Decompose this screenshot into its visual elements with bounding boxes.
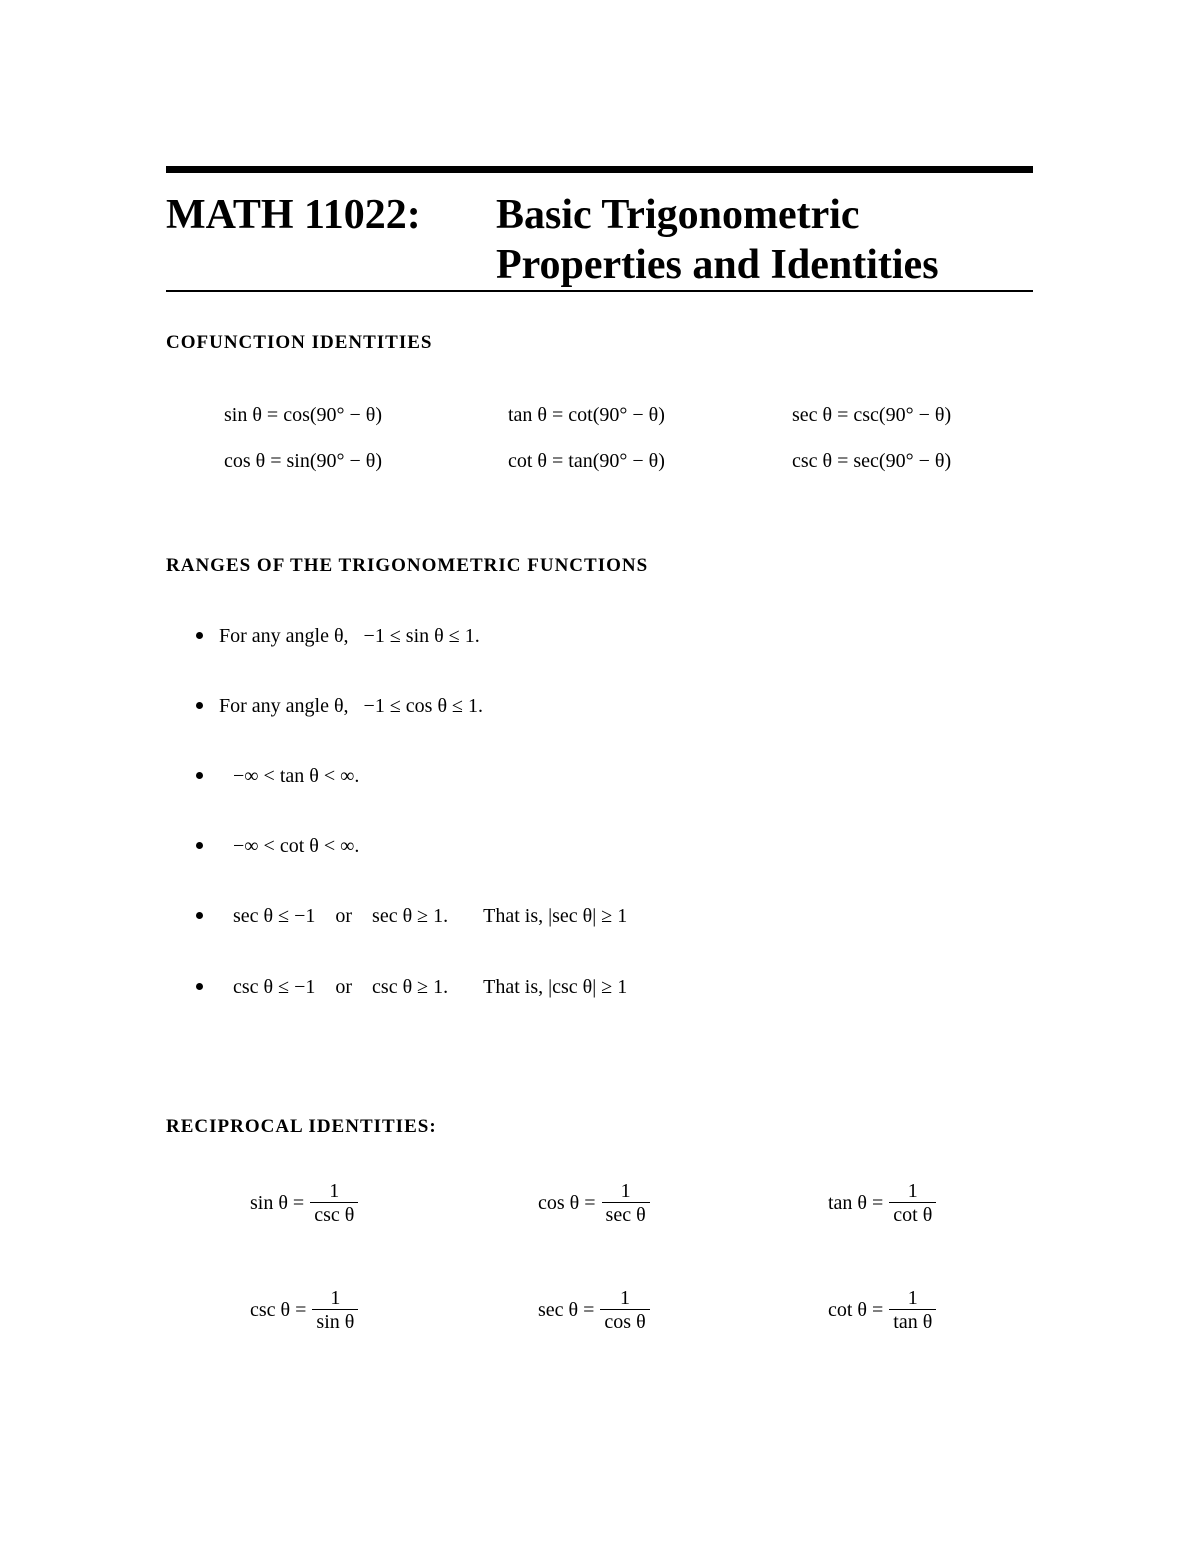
title-top-rule: [166, 166, 1033, 173]
title-bottom-rule: [166, 290, 1033, 292]
numerator: 1: [907, 1287, 918, 1309]
reciprocal-identity: [828, 1180, 936, 1227]
bullet-icon: [196, 842, 203, 849]
list-item: [196, 905, 627, 928]
page-title-line-1: Basic Trigonometric: [496, 192, 860, 238]
identity-lhs: sin θ =: [250, 1192, 305, 1214]
reciprocal-identity: [538, 1287, 650, 1334]
range-text: −∞ < cot θ < ∞.: [233, 835, 360, 857]
list-item: [196, 695, 483, 718]
numerator: 1: [620, 1180, 631, 1202]
denominator: csc θ: [314, 1204, 355, 1226]
page-title-line-2: Properties and Identities: [496, 242, 939, 288]
denominator: tan θ: [893, 1311, 933, 1333]
range-text: For any angle θ, −1 ≤ cos θ ≤ 1.: [219, 695, 484, 717]
list-item: [196, 765, 359, 788]
numerator: 1: [329, 1180, 340, 1202]
fraction: [600, 1287, 649, 1334]
fraction: [889, 1180, 936, 1227]
bullet-icon: [196, 702, 203, 709]
fraction: [602, 1180, 650, 1227]
cofunction-identity: sec θ = csc(90° − θ): [792, 404, 952, 426]
ranges-heading: RANGES OF THE TRIGONOMETRIC FUNCTIONS: [166, 555, 649, 576]
identity-lhs: cos θ =: [538, 1192, 596, 1214]
denominator: sec θ: [605, 1204, 646, 1226]
bullet-icon: [196, 632, 203, 639]
reciprocal-identity: [250, 1180, 358, 1227]
range-text: −∞ < tan θ < ∞.: [233, 765, 360, 787]
cofunction-identity: tan θ = cot(90° − θ): [508, 404, 665, 426]
list-item: [196, 835, 359, 858]
identity-lhs: sec θ =: [538, 1299, 595, 1321]
identity-lhs: tan θ =: [828, 1192, 884, 1214]
fraction: [312, 1287, 358, 1334]
numerator: 1: [907, 1180, 918, 1202]
list-item: [196, 625, 480, 648]
fraction: [310, 1180, 358, 1227]
reciprocal-identity: [250, 1287, 358, 1334]
identity-lhs: csc θ =: [250, 1299, 307, 1321]
cofunction-identity: csc θ = sec(90° − θ): [792, 450, 952, 472]
page-title: [496, 190, 939, 290]
course-code: MATH 11022:: [166, 192, 421, 238]
denominator: cot θ: [893, 1204, 933, 1226]
reciprocal-identity: [538, 1180, 650, 1227]
denominator: sin θ: [316, 1311, 355, 1333]
numerator: 1: [330, 1287, 341, 1309]
cofunction-identity: sin θ = cos(90° − θ): [224, 404, 383, 426]
bullet-icon: [196, 912, 203, 919]
numerator: 1: [620, 1287, 631, 1309]
cofunction-identity: cot θ = tan(90° − θ): [508, 450, 665, 472]
reciprocal-heading: RECIPROCAL IDENTITIES:: [166, 1116, 437, 1137]
list-item: [196, 976, 627, 999]
reciprocal-identity: [828, 1287, 936, 1334]
range-text: csc θ ≤ −1 or csc θ ≥ 1. That is, |csc θ| ≥ 1: [233, 976, 628, 998]
fraction: [889, 1287, 936, 1334]
bullet-icon: [196, 983, 203, 990]
bullet-icon: [196, 772, 203, 779]
range-text: For any angle θ, −1 ≤ sin θ ≤ 1.: [219, 625, 480, 647]
identity-lhs: cot θ =: [828, 1299, 884, 1321]
denominator: cos θ: [604, 1311, 646, 1333]
cofunction-heading: COFUNCTION IDENTITIES: [166, 332, 433, 353]
range-text: sec θ ≤ −1 or sec θ ≥ 1. That is, |sec θ| ≥ 1: [233, 905, 628, 927]
cofunction-identity: cos θ = sin(90° − θ): [224, 450, 383, 472]
